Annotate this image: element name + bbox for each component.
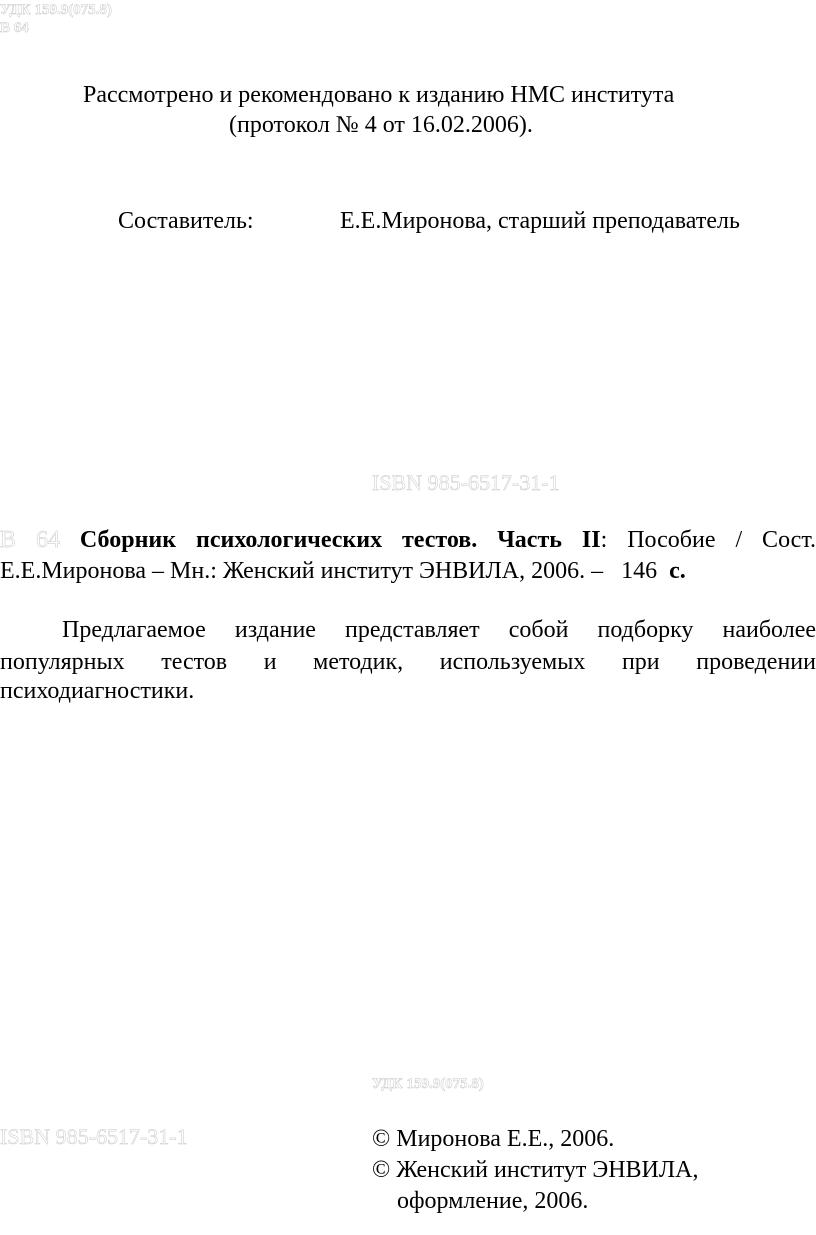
bibliography-title: Сборник психологических тестов. Часть II (79, 527, 601, 553)
udk-footer: УДК 159.9(075.8) (372, 1076, 484, 1092)
code-header: В 64 (0, 20, 29, 36)
annotation-line-2: популярных тестов и методик, используемых при проведении (0, 649, 816, 675)
bibliography-code: В 64 (0, 527, 60, 553)
isbn-center: ISBN 985-6517-31-1 (372, 470, 560, 495)
bibliography-pages-unit: с. (669, 558, 686, 584)
copyright-institute: © Женский институт ЭНВИЛА, (372, 1157, 699, 1183)
compiler-label: Составитель: (118, 208, 254, 234)
approval-line-2: (протокол № 4 от 16.02.2006). (229, 112, 533, 138)
approval-line-1: Рассмотрено и рекомендовано к изданию НМС института (83, 82, 675, 108)
bibliography-publisher: Е.Е.Миронова – Мн.: Женский институт ЭНВИЛА, 2006. – (0, 558, 604, 584)
isbn-footer: ISBN 985-6517-31-1 (0, 1124, 188, 1149)
copyright-author: © Миронова Е.Е., 2006. (372, 1126, 615, 1152)
annotation-line-3: психодиагностики. (0, 678, 195, 704)
bibliography-line-1 (0, 524, 816, 556)
copyright-design: оформление, 2006. (397, 1188, 589, 1214)
bibliography-pages: 146 (621, 558, 658, 584)
bibliography-line-2 (0, 556, 686, 586)
bibliography-colon: : (600, 527, 608, 553)
bibliography-rest: Пособие / Сост. (627, 527, 816, 553)
annotation-line-1: Предлагаемое издание представляет собой подборку наиболее (62, 617, 816, 643)
udk-header: УДК 159.9(075.8) (0, 2, 112, 18)
compiler-value: Е.Е.Миронова, старший преподаватель (340, 208, 740, 234)
